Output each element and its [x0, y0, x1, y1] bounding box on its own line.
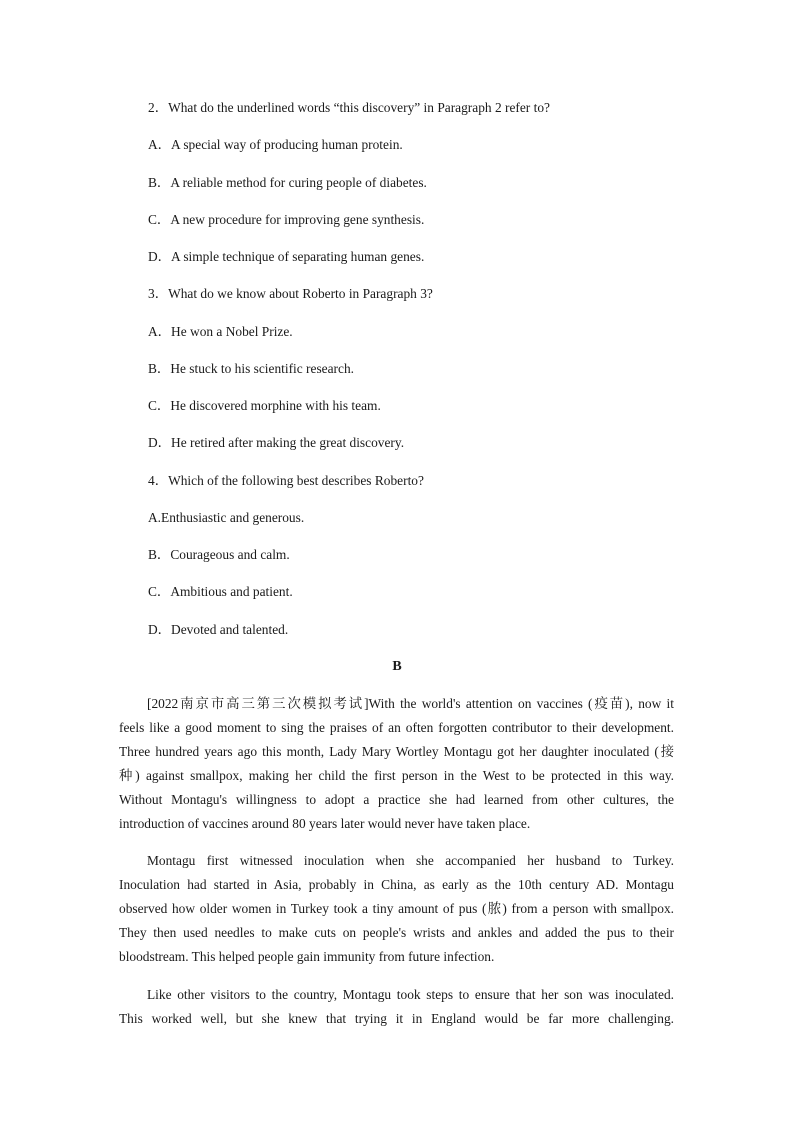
question-2-option-a: A．A special way of producing human protein.: [148, 137, 403, 152]
passage-line: This worked well, but she knew that trying it in England would be far more challenging.: [119, 1011, 674, 1026]
passage-paragraph-2: [119, 849, 674, 969]
question-4-option-c: C．Ambitious and patient.: [148, 584, 293, 599]
question-2-option-d: D．A simple technique of separating human genes.: [148, 249, 425, 264]
question-4-option-d: D．Devoted and talented.: [148, 622, 289, 637]
passage-line: Without Montagu's willingness to adopt a practice she had learned from other cultures, the: [119, 792, 674, 807]
question-2-option-b: B．A reliable method for curing people of diabetes.: [148, 175, 427, 190]
passage-line: They then used needles to make cuts on people's wrists and ankles and added the pus to their: [119, 925, 674, 940]
passage-paragraph-1: [119, 692, 674, 836]
question-3-option-b: B．He stuck to his scientific research.: [148, 361, 355, 376]
passage-line: Montagu first witnessed inoculation when she accompanied her husband to Turkey.: [147, 853, 674, 868]
passage-line: observed how older women in Turkey took a tiny amount of pus (脓) from a person with smallpox.: [119, 901, 674, 916]
question-3-stem: 3．What do we know about Roberto in Paragraph 3?: [148, 286, 433, 301]
question-2-stem: 2．What do the underlined words “this discovery” in Paragraph 2 refer to?: [148, 100, 550, 115]
section-heading: B: [392, 659, 402, 674]
question-3-option-d: D．He retired after making the great discovery.: [148, 435, 405, 450]
passage-line: introduction of vaccines around 80 years later would never have taken place.: [119, 816, 531, 831]
passage-paragraph-3: [119, 983, 674, 1031]
passage-line: bloodstream. This helped people gain immunity from future infection.: [119, 949, 495, 964]
question-3-option-a: A．He won a Nobel Prize.: [148, 324, 293, 339]
passage-line: Three hundred years ago this month, Lady Mary Wortley Montagu got her daughter inoculated (接: [119, 744, 674, 759]
question-2-option-c: C．A new procedure for improving gene synthesis.: [148, 212, 425, 227]
question-3-option-c: C．He discovered morphine with his team.: [148, 398, 381, 413]
question-4-option-b: B．Courageous and calm.: [148, 547, 290, 562]
passage-line: feels like a good moment to sing the praises of an often forgotten contributor to their development.: [119, 720, 674, 735]
passage-line: [2022南京市高三第三次模拟考试]With the world's attention on vaccines (疫苗), now it: [147, 696, 674, 711]
passage-line: Inoculation had started in Asia, probably in China, as early as the 10th century AD. Montagu: [119, 877, 674, 892]
question-4-stem: 4．Which of the following best describes Roberto?: [148, 473, 424, 488]
question-4-option-a: A.Enthusiastic and generous.: [148, 510, 305, 525]
passage-line: 种) against smallpox, making her child the first person in the West to be protected in this way.: [119, 768, 674, 783]
passage-line: Like other visitors to the country, Montagu took steps to ensure that her son was inoculated.: [147, 987, 674, 1002]
